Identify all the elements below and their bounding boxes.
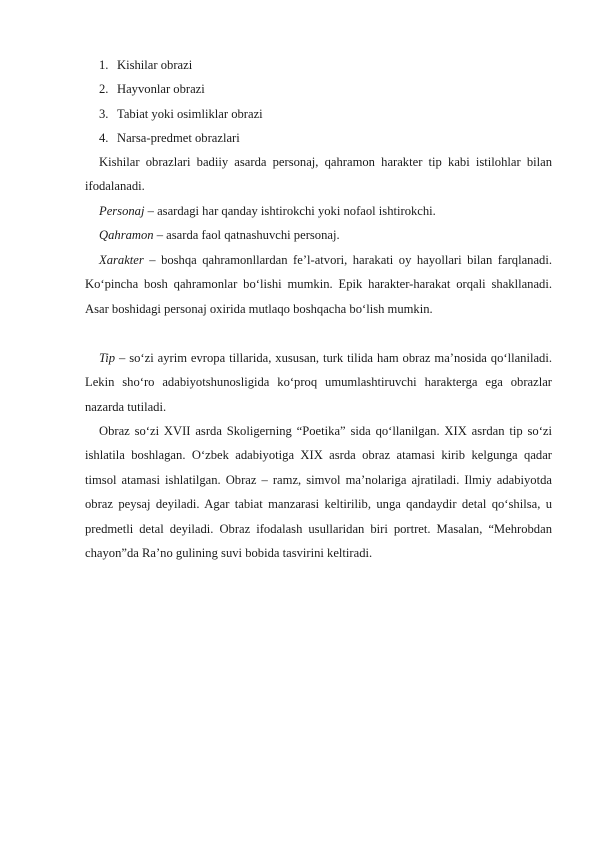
term-xarakter: Xarakter [99,253,144,267]
paragraph-xarakter [85,248,552,321]
list-item [99,57,192,74]
list-number: 4. [99,131,109,145]
list-item [99,130,240,147]
paragraph-text: – so‘zi ayrim evropa tillarida, xususan, turk tilida ham obraz ma’nosida qo‘llaniladi. Lekin sho‘ro adabiyotshunosligida ko‘proq umumlashtiruvchi harakterga ega obrazlar nazarda tutiladi. [85,351,552,414]
term-tip: Tip [99,351,116,365]
list-text: Narsa-predmet obrazlari [117,131,240,145]
paragraph-obraz [85,419,552,565]
paragraph-personaj [85,199,552,223]
paragraph-tip [85,346,552,419]
list-number: 1. [99,58,109,72]
paragraph-text: Obraz so‘zi XVII asrda Skoligerning “Poetika” sida qo‘llanilgan. XIX asrdan tip so‘zi ishlatila boshlagan. O‘zbek adabiyotiga XIX asrda obraz atamasi kirib kelgunga qadar timsol atamasi ishlatilgan. Obraz – ramz, simvol ma’nolariga ajratiladi. Ilmiy adabiyotda obraz peysaj deyiladi. Agar tabiat manzarasi keltirilib, unga qandaydir detal qo‘shilsa, u predmetli detal deyiladi. Obraz ifodalash usullaridan biri portret. Masalan, “Mehrobdan chayon”da Ra’no gulining suvi bobida tasvirini keltiradi. [85,424,552,561]
paragraph-qahramon [85,223,552,247]
paragraph-kishilar [85,150,552,199]
paragraph-text: Kishilar obrazlari badiiy asarda personaj, qahramon harakter tip kabi istilohlar bilan ifodalanadi. [85,155,552,194]
list-number: 3. [99,107,109,121]
list-text: Hayvonlar obrazi [117,82,205,96]
paragraph-text: – asardagi har qanday ishtirokchi yoki nofaol ishtirokchi. [144,204,436,218]
list-text: Tabiat yoki osimliklar obrazi [117,107,263,121]
list-text: Kishilar obrazi [117,58,193,72]
list-item [99,81,205,98]
term-personaj: Personaj [99,204,145,218]
list-number: 2. [99,82,109,96]
list-item [99,106,263,123]
paragraph-text: – asarda faol qatnashuvchi personaj. [153,228,340,242]
paragraph-text: – boshqa qahramonllardan fe’l-atvori, harakati oy hayollari bilan farqlanadi. Ko‘pincha bosh qahramonlar bo‘lishi mumkin. Epik harakter-harakat orqali shakllanadi. Asar boshidagi personaj oxirida mutlaqo boshqacha bo‘lish mumkin. [85,253,552,316]
term-qahramon: Qahramon [99,228,154,242]
